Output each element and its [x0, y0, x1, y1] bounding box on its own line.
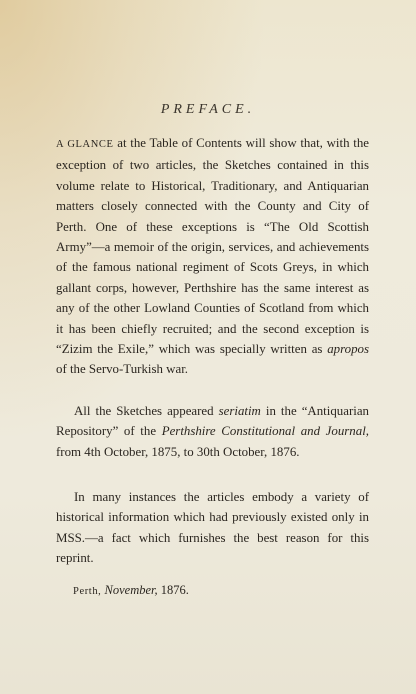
signature-month: November, [104, 583, 158, 597]
intro-italic-word: apropos [327, 342, 369, 357]
lead-in-small-caps: A GLANCE [56, 139, 114, 150]
pub-text-e: from 4th October, 1875, to 30th October, 1876. [56, 444, 300, 459]
signature-year: 1876. [157, 583, 189, 597]
paragraph-intro [56, 133, 369, 380]
pub-italic-seriatim: seriatim [218, 404, 261, 418]
pub-text-a: All the Sketches appeared [74, 404, 219, 418]
paragraph-reason: In many instances the articles embody a variety of historical information which had previously existed only in MSS.—a fact which furnishes the best reason for this reprint. [56, 490, 369, 566]
paragraph-publication [56, 401, 369, 462]
intro-tail: of the Servo-Turkish war. [56, 362, 189, 377]
pub-italic-journal: Perthshire Constitutional and Journal, [161, 424, 369, 439]
signature-place: Perth, [73, 586, 102, 597]
intro-text: at the Table of Contents will show that, with the exception of two articles, the Sketches contained in this volume relate to Historical, Traditionary, and Antiquarian matters closely connected with the County and City of Perth. One of these exceptions is “The Old Scottish Army”—a memoir of the origin, services, and achievements of the famous national regiment of Scots Greys, in which gallant corps, however, Perthshire has the same interest as any of the other Lowland Counties of Scotland from which it has been chiefly recruited; and the second exception is “Zizim the Exile,” which was specially written as [56, 136, 369, 357]
pub-text-c: in the “Antiquarian Repository” of the [56, 404, 369, 439]
page-title: PREFACE. [160, 102, 256, 117]
signature-line [73, 583, 189, 598]
